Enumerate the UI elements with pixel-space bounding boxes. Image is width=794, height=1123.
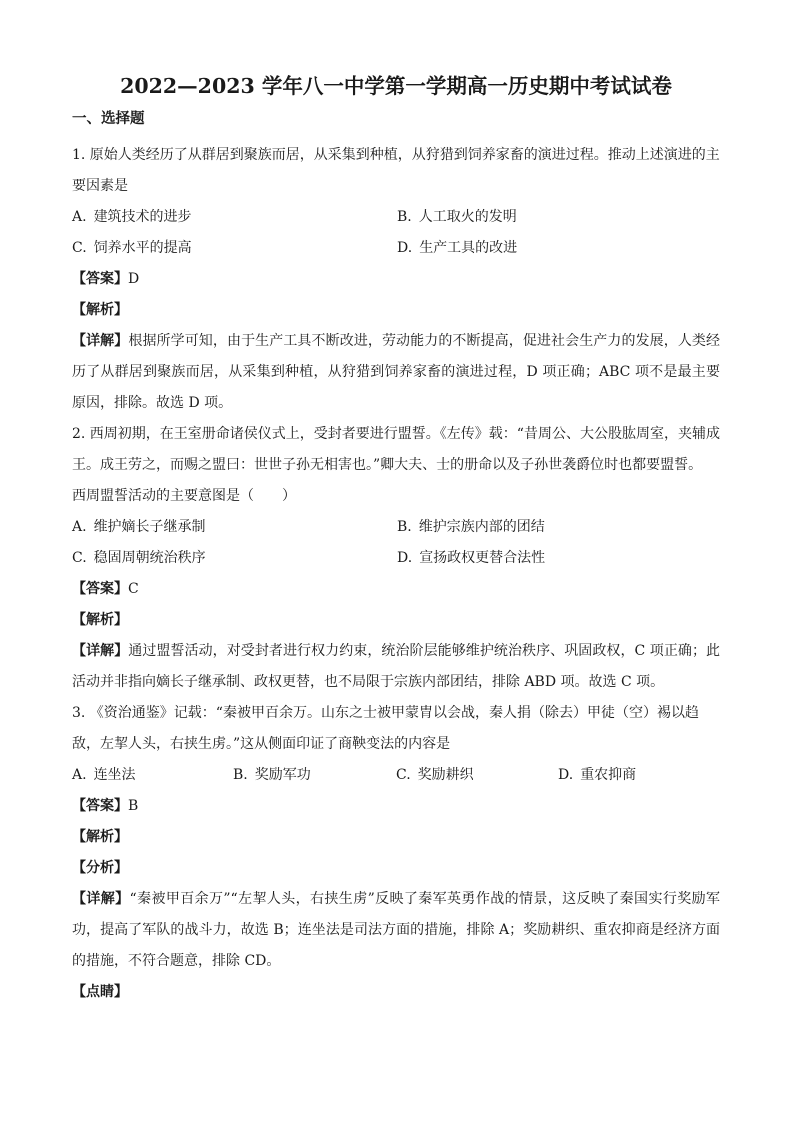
option-c: C. 饲养水平的提高: [72, 240, 192, 256]
option-a: A. 建筑技术的进步: [72, 209, 192, 225]
options-list: [72, 202, 720, 264]
analysis-label: 【解析】: [72, 829, 128, 845]
option-d: D. 宣扬政权更替合法性: [397, 550, 546, 566]
options-list: [72, 760, 720, 791]
question-stem: 2. 西周初期，在王室册命诸侯仪式上，受封者要进行盟誓。《左传》载：“昔周公、大公股肱周室，夹辅成: [72, 426, 720, 442]
answer-value: D: [128, 271, 140, 287]
detail-explanation: 【详解】通过盟誓活动，对受封者进行权力约束，统治阶层能够维护统治秩序、巩固政权，C 项正确；此活动并非指向嫡长子继承制、政权更替，也不局限于宗族内部团结，排除 ABD 项。故选 C 项。: [72, 643, 721, 690]
option-b: B. 人工取火的发明: [397, 209, 517, 225]
question-2: [72, 419, 720, 698]
option-a: A. 连坐法: [72, 767, 136, 783]
analysis-label: 【解析】: [72, 302, 128, 318]
question-stem: 西周盟誓活动的主要意图是（ ）: [72, 488, 296, 504]
option-b: B. 奖励军功: [233, 767, 311, 783]
analysis-label: 【解析】: [72, 612, 128, 628]
answer-value: C: [128, 581, 139, 597]
answer-line: 【答案】D: [72, 271, 140, 287]
question-3: [72, 698, 720, 1008]
question-stem: 敌，左挈人头，右挟生虏。”这从侧面印证了商鞅变法的内容是: [72, 736, 451, 752]
option-b: B. 维护宗族内部的团结: [397, 519, 545, 535]
option-a: A. 维护嫡长子继承制: [72, 519, 206, 535]
answer-line: 【答案】C: [72, 581, 139, 597]
question-stem: 1. 原始人类经历了从群居到聚族而居，从采集到种植，从狩猎到饲养家畜的演进过程。推动上述演进的主: [72, 147, 720, 163]
option-d: D. 重农抑商: [558, 767, 637, 783]
question-stem: 王。成王劳之，而赐之盟曰：世世子孙无相害也。”卿大夫、士的册命以及子孙世袭爵位时也都要盟誓。: [72, 457, 703, 473]
dianjing-label: 【点睛】: [72, 984, 128, 1000]
answer-line: 【答案】B: [72, 798, 139, 814]
option-c: C. 稳固周朝统治秩序: [72, 550, 206, 566]
option-c: C. 奖励耕织: [396, 767, 474, 783]
section-heading: 一、选择题: [72, 110, 145, 127]
detail-explanation: 【详解】根据所学可知，由于生产工具不断改进，劳动能力的不断提高，促进社会生产力的发展，人类经历了从群居到聚族而居，从采集到种植，从狩猎到饲养家畜的演进过程，D 项正确；ABC 项不是最主要原因，排除。故选 D 项。: [72, 333, 721, 411]
page-title: 2022—2023 学年八一中学第一学期高一历史期中考试试卷: [120, 74, 672, 98]
answer-value: B: [128, 798, 139, 814]
detail-explanation: 【详解】“秦被甲百余万”“左挈人头，右挟生虏”反映了秦军英勇作战的情景，这反映了秦国实行奖励军功，提高了军队的战斗力，故选 B；连坐法是司法方面的措施，排除 A；奖励耕织、重农抑商是经济方面的措施，不符合题意，排除 CD。: [72, 891, 720, 969]
options-list: [72, 512, 720, 574]
fenxi-label: 【分析】: [72, 860, 128, 876]
option-d: D. 生产工具的改进: [397, 240, 518, 256]
question-stem: 3. 《资治通鉴》记载：“秦被甲百余万。山东之士被甲蒙胄以会战，秦人捐（除去）甲徒（空）裼以趋: [72, 705, 699, 721]
question-stem: 要因素是: [72, 178, 128, 194]
question-1: [72, 140, 720, 419]
